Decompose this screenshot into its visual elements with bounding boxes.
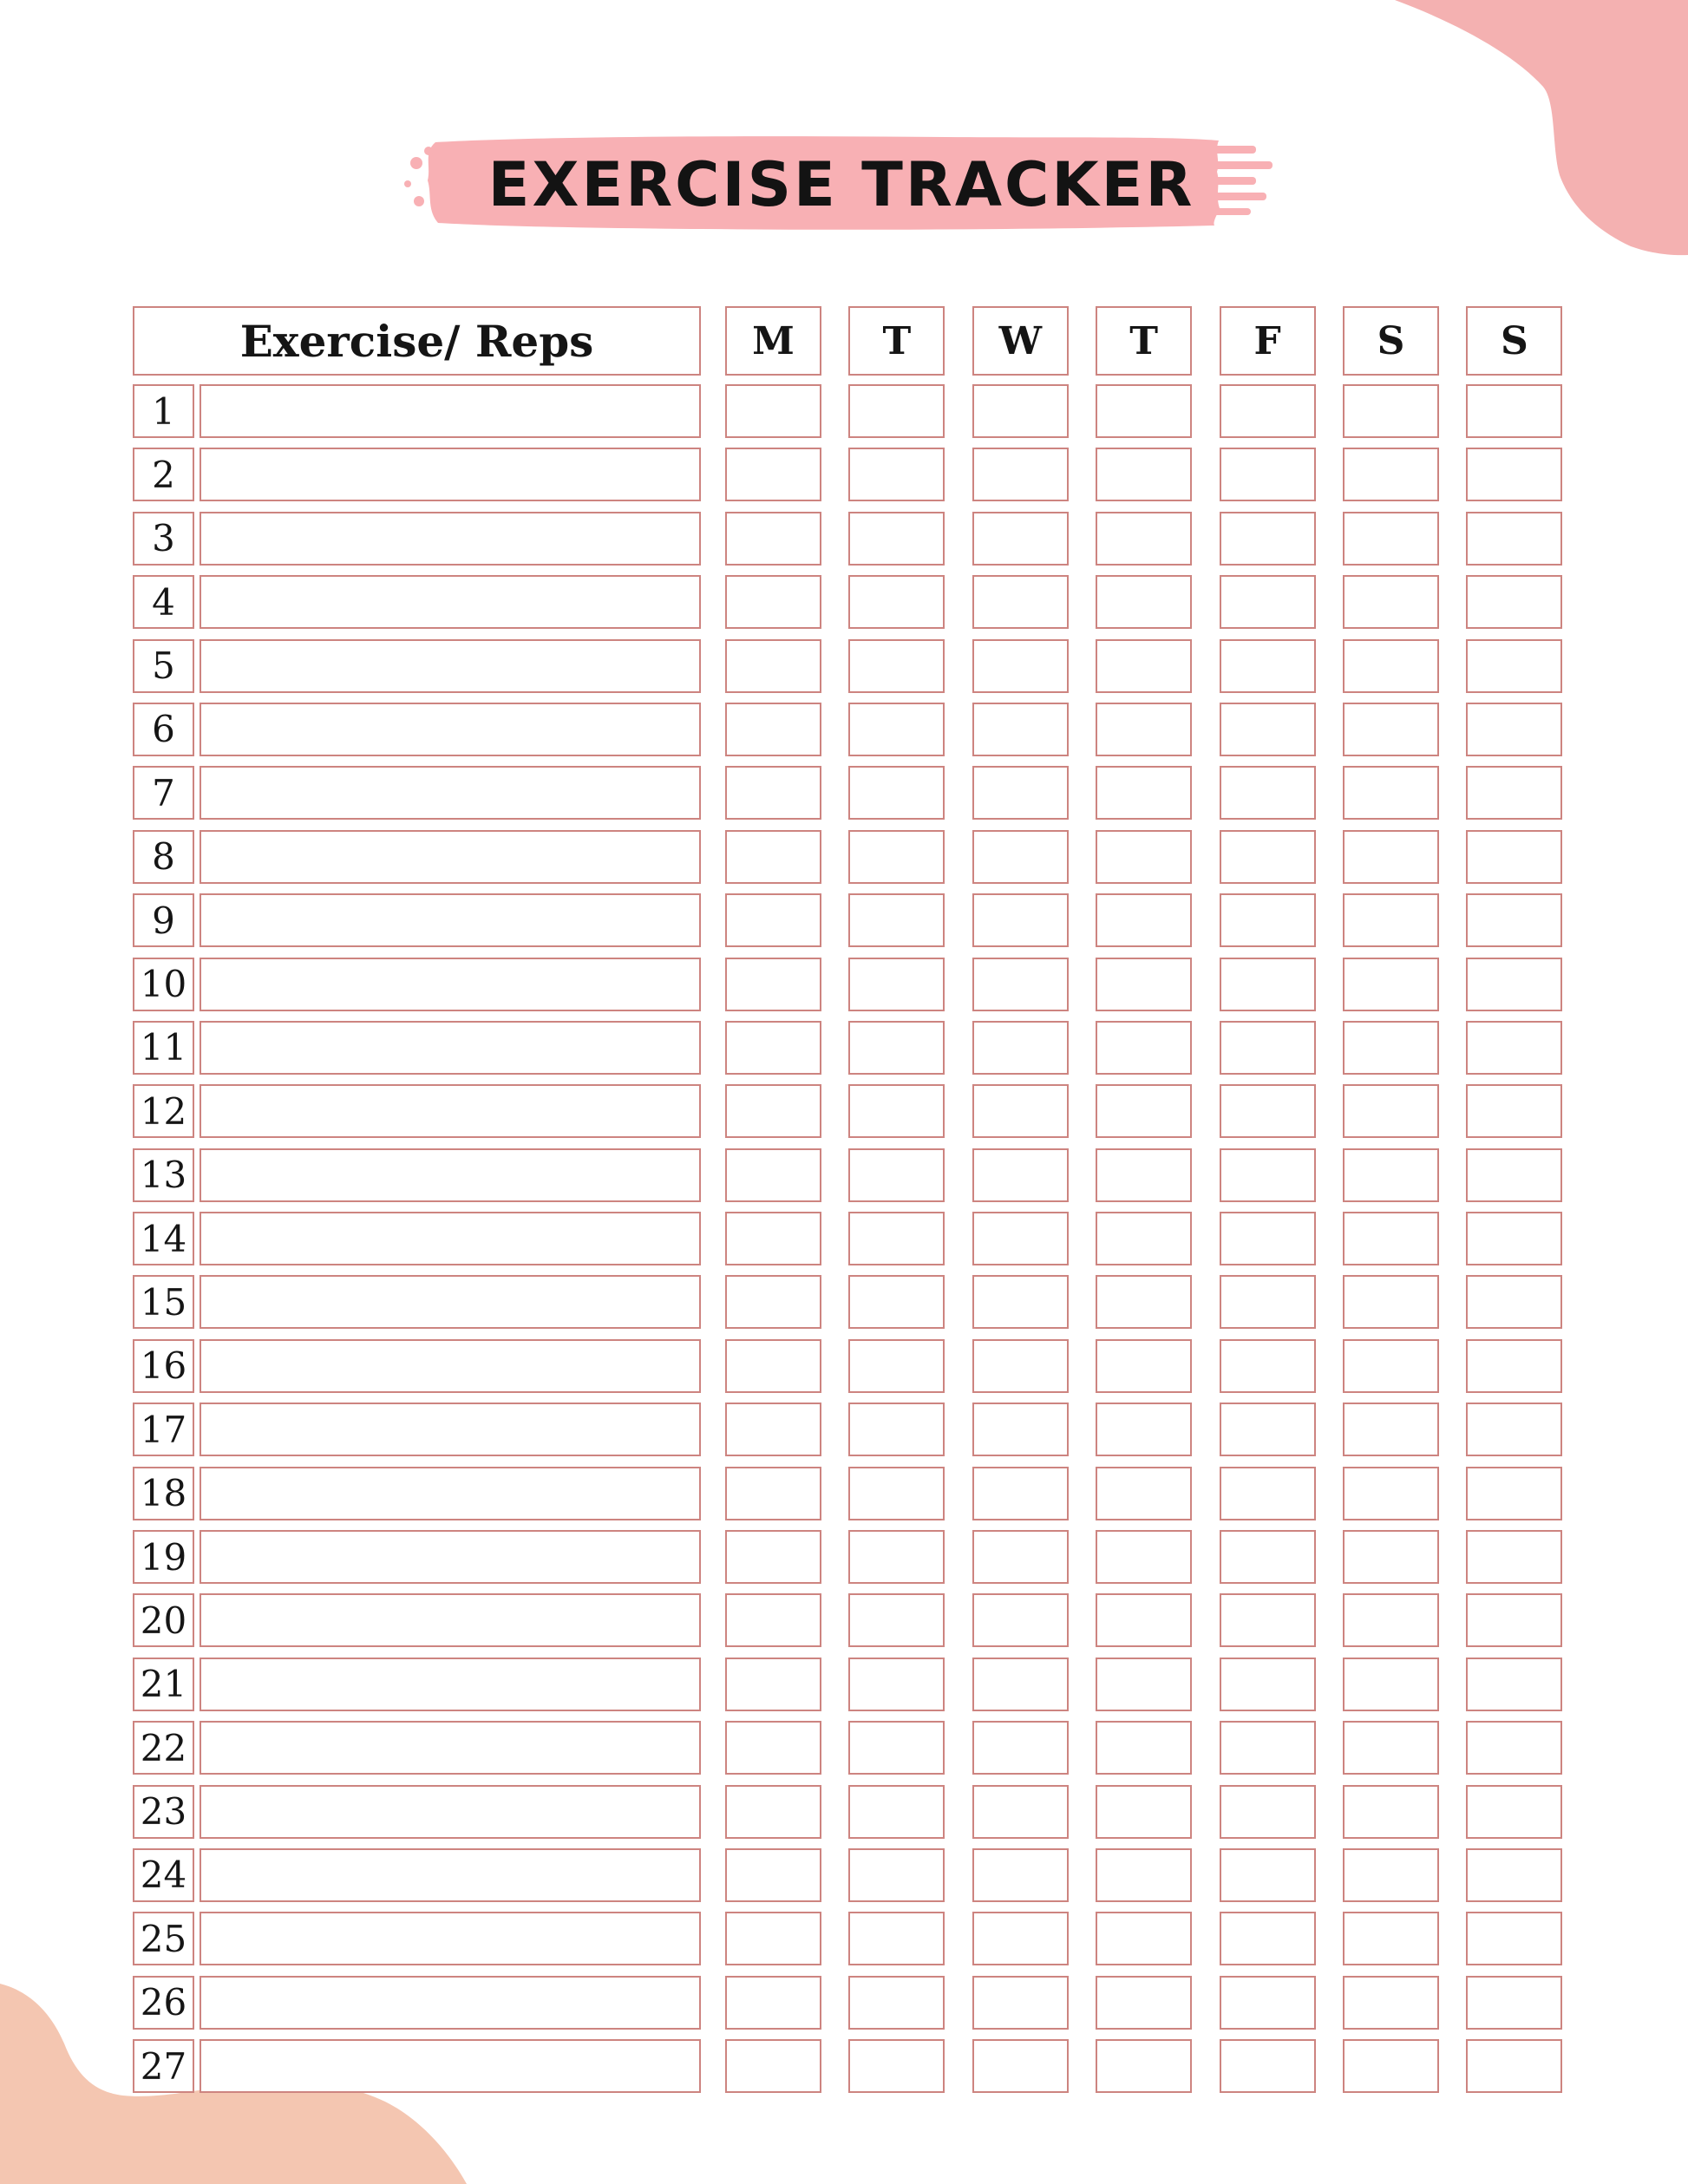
- day-cell-wed[interactable]: [972, 1785, 1069, 1839]
- day-cell-fri[interactable]: [1220, 2039, 1316, 2093]
- row-number: 5: [133, 639, 194, 693]
- day-cell-sun[interactable]: [1466, 1593, 1562, 1647]
- day-cell-thu[interactable]: [1096, 1339, 1192, 1393]
- day-cell-mon[interactable]: [725, 1275, 821, 1329]
- table-row: [133, 1403, 1562, 1456]
- day-cell-tue[interactable]: [848, 639, 945, 693]
- day-cell-sat[interactable]: [1343, 1658, 1439, 1711]
- exercise-input-cell[interactable]: [200, 766, 701, 820]
- row-number: 1: [133, 384, 194, 438]
- day-cell-wed[interactable]: [972, 1530, 1069, 1584]
- day-cell-sun[interactable]: [1466, 703, 1562, 756]
- day-cell-mon[interactable]: [725, 1785, 821, 1839]
- page-header: [390, 130, 1292, 239]
- exercise-input-cell[interactable]: [200, 639, 701, 693]
- day-cell-fri[interactable]: [1220, 1084, 1316, 1138]
- day-cell-fri[interactable]: [1220, 639, 1316, 693]
- day-cell-fri[interactable]: [1220, 703, 1316, 756]
- day-cell-mon[interactable]: [725, 1976, 821, 2030]
- day-cell-sun[interactable]: [1466, 1848, 1562, 1902]
- exercise-input-cell[interactable]: [200, 1084, 701, 1138]
- table-row: [133, 384, 1562, 438]
- day-cell-thu[interactable]: [1096, 1785, 1192, 1839]
- day-cell-tue[interactable]: [848, 766, 945, 820]
- day-cell-tue[interactable]: [848, 512, 945, 566]
- day-cell-sun[interactable]: [1466, 575, 1562, 629]
- day-header-thu: T: [1096, 306, 1192, 376]
- table-row: [133, 766, 1562, 820]
- day-cell-thu[interactable]: [1096, 1848, 1192, 1902]
- day-cell-thu[interactable]: [1096, 893, 1192, 947]
- exercise-input-cell[interactable]: [200, 1658, 701, 1711]
- day-cell-sat[interactable]: [1343, 830, 1439, 884]
- day-cell-wed[interactable]: [972, 384, 1069, 438]
- exercise-input-cell[interactable]: [200, 1593, 701, 1647]
- day-cell-mon[interactable]: [725, 1148, 821, 1202]
- day-cell-sun[interactable]: [1466, 830, 1562, 884]
- row-number: 15: [133, 1275, 194, 1329]
- day-cell-tue[interactable]: [848, 1912, 945, 1965]
- day-cell-sun[interactable]: [1466, 958, 1562, 1011]
- day-cell-fri[interactable]: [1220, 1212, 1316, 1265]
- day-header-fri: F: [1220, 306, 1316, 376]
- day-cell-thu[interactable]: [1096, 1658, 1192, 1711]
- table-row: [133, 1275, 1562, 1329]
- day-cell-sun[interactable]: [1466, 1912, 1562, 1965]
- table-row: [133, 1593, 1562, 1647]
- table-row: [133, 1467, 1562, 1520]
- day-cell-sat[interactable]: [1343, 1593, 1439, 1647]
- day-cell-wed[interactable]: [972, 1848, 1069, 1902]
- day-cell-fri[interactable]: [1220, 512, 1316, 566]
- day-cell-tue[interactable]: [848, 830, 945, 884]
- exercise-input-cell[interactable]: [200, 1530, 701, 1584]
- exercise-input-cell[interactable]: [200, 703, 701, 756]
- day-cell-sun[interactable]: [1466, 1467, 1562, 1520]
- day-cell-fri[interactable]: [1220, 575, 1316, 629]
- table-row: [133, 958, 1562, 1011]
- day-cell-fri[interactable]: [1220, 1275, 1316, 1329]
- table-row: [133, 1976, 1562, 2030]
- day-header-sat: S: [1343, 306, 1439, 376]
- day-header-wed: W: [972, 306, 1069, 376]
- day-cell-wed[interactable]: [972, 1976, 1069, 2030]
- exercise-input-cell[interactable]: [200, 893, 701, 947]
- table-row: [133, 1785, 1562, 1839]
- day-cell-wed[interactable]: [972, 1021, 1069, 1075]
- day-cell-fri[interactable]: [1220, 1467, 1316, 1520]
- day-cell-fri[interactable]: [1220, 1403, 1316, 1456]
- day-cell-thu[interactable]: [1096, 575, 1192, 629]
- exercise-input-cell[interactable]: [200, 1021, 701, 1075]
- day-cell-sat[interactable]: [1343, 1530, 1439, 1584]
- day-cell-thu[interactable]: [1096, 830, 1192, 884]
- day-cell-sun[interactable]: [1466, 893, 1562, 947]
- exercise-input-cell[interactable]: [200, 1148, 701, 1202]
- table-row: [133, 1084, 1562, 1138]
- day-cell-mon[interactable]: [725, 830, 821, 884]
- day-cell-sat[interactable]: [1343, 512, 1439, 566]
- day-cell-sun[interactable]: [1466, 1530, 1562, 1584]
- row-number: 20: [133, 1593, 194, 1647]
- day-cell-sat[interactable]: [1343, 1148, 1439, 1202]
- table-row: [133, 448, 1562, 501]
- day-cell-sat[interactable]: [1343, 1021, 1439, 1075]
- day-header-mon: M: [725, 306, 821, 376]
- day-cell-sun[interactable]: [1466, 766, 1562, 820]
- top-right-blob: [1395, 0, 1688, 255]
- day-cell-wed[interactable]: [972, 1467, 1069, 1520]
- day-cell-mon[interactable]: [725, 1212, 821, 1265]
- exercise-input-cell[interactable]: [200, 830, 701, 884]
- day-cell-sat[interactable]: [1343, 958, 1439, 1011]
- exercise-input-cell[interactable]: [200, 1848, 701, 1902]
- day-cell-fri[interactable]: [1220, 1593, 1316, 1647]
- day-cell-fri[interactable]: [1220, 384, 1316, 438]
- day-cell-thu[interactable]: [1096, 1530, 1192, 1584]
- table-body: [133, 384, 1562, 2103]
- day-header-sun: S: [1466, 306, 1562, 376]
- day-cell-fri[interactable]: [1220, 830, 1316, 884]
- day-cell-tue[interactable]: [848, 1593, 945, 1647]
- day-cell-fri[interactable]: [1220, 766, 1316, 820]
- day-cell-thu[interactable]: [1096, 384, 1192, 438]
- row-number: 2: [133, 448, 194, 501]
- day-cell-sun[interactable]: [1466, 1021, 1562, 1075]
- day-cell-sat[interactable]: [1343, 1785, 1439, 1839]
- day-cell-sat[interactable]: [1343, 1721, 1439, 1775]
- day-cell-mon[interactable]: [725, 893, 821, 947]
- day-cell-sat[interactable]: [1343, 1467, 1439, 1520]
- day-cell-mon[interactable]: [725, 2039, 821, 2093]
- day-cell-sat[interactable]: [1343, 703, 1439, 756]
- day-cell-tue[interactable]: [848, 1021, 945, 1075]
- day-cell-mon[interactable]: [725, 1339, 821, 1393]
- day-cell-thu[interactable]: [1096, 1148, 1192, 1202]
- day-cell-tue[interactable]: [848, 1976, 945, 2030]
- day-cell-sun[interactable]: [1466, 1275, 1562, 1329]
- day-cell-sun[interactable]: [1466, 1084, 1562, 1138]
- day-cell-wed[interactable]: [972, 639, 1069, 693]
- day-cell-tue[interactable]: [848, 1148, 945, 1202]
- table-row: [133, 2039, 1562, 2093]
- day-cell-thu[interactable]: [1096, 1084, 1192, 1138]
- exercise-input-cell[interactable]: [200, 575, 701, 629]
- day-cell-fri[interactable]: [1220, 1721, 1316, 1775]
- exercise-input-cell[interactable]: [200, 1403, 701, 1456]
- day-cell-thu[interactable]: [1096, 1912, 1192, 1965]
- day-cell-sun[interactable]: [1466, 448, 1562, 501]
- row-number: 18: [133, 1467, 194, 1520]
- day-cell-fri[interactable]: [1220, 1912, 1316, 1965]
- day-cell-wed[interactable]: [972, 2039, 1069, 2093]
- day-cell-tue[interactable]: [848, 1339, 945, 1393]
- day-cell-tue[interactable]: [848, 575, 945, 629]
- table-row: [133, 1721, 1562, 1775]
- day-cell-sat[interactable]: [1343, 766, 1439, 820]
- day-cell-sat[interactable]: [1343, 1912, 1439, 1965]
- day-cell-wed[interactable]: [972, 766, 1069, 820]
- day-cell-mon[interactable]: [725, 1848, 821, 1902]
- row-number: 23: [133, 1785, 194, 1839]
- day-cell-tue[interactable]: [848, 1848, 945, 1902]
- table-row: [133, 1148, 1562, 1202]
- row-number: 17: [133, 1403, 194, 1456]
- day-cell-sat[interactable]: [1343, 1212, 1439, 1265]
- row-number: 7: [133, 766, 194, 820]
- day-cell-wed[interactable]: [972, 830, 1069, 884]
- day-cell-sun[interactable]: [1466, 1658, 1562, 1711]
- day-cell-sat[interactable]: [1343, 2039, 1439, 2093]
- exercise-input-cell[interactable]: [200, 2039, 701, 2093]
- day-cell-thu[interactable]: [1096, 639, 1192, 693]
- day-cell-tue[interactable]: [848, 958, 945, 1011]
- day-cell-mon[interactable]: [725, 575, 821, 629]
- day-cell-sun[interactable]: [1466, 639, 1562, 693]
- exercise-input-cell[interactable]: [200, 384, 701, 438]
- row-number: 26: [133, 1976, 194, 2030]
- day-cell-mon[interactable]: [725, 1530, 821, 1584]
- day-cell-sun[interactable]: [1466, 2039, 1562, 2093]
- day-cell-thu[interactable]: [1096, 2039, 1192, 2093]
- day-cell-mon[interactable]: [725, 1721, 821, 1775]
- day-cell-tue[interactable]: [848, 1785, 945, 1839]
- day-cell-thu[interactable]: [1096, 958, 1192, 1011]
- day-cell-tue[interactable]: [848, 703, 945, 756]
- row-number: 22: [133, 1721, 194, 1775]
- row-number: 21: [133, 1658, 194, 1711]
- day-cell-tue[interactable]: [848, 1084, 945, 1138]
- exercise-reps-header: Exercise/ Reps: [133, 306, 701, 376]
- day-cell-mon[interactable]: [725, 1084, 821, 1138]
- day-cell-sun[interactable]: [1466, 1976, 1562, 2030]
- day-cell-fri[interactable]: [1220, 1976, 1316, 2030]
- day-cell-fri[interactable]: [1220, 1658, 1316, 1711]
- exercise-input-cell[interactable]: [200, 1212, 701, 1265]
- row-number: 12: [133, 1084, 194, 1138]
- day-cell-sat[interactable]: [1343, 1084, 1439, 1138]
- day-cell-tue[interactable]: [848, 1212, 945, 1265]
- day-cell-mon[interactable]: [725, 1658, 821, 1711]
- day-cell-thu[interactable]: [1096, 1021, 1192, 1075]
- day-cell-sun[interactable]: [1466, 384, 1562, 438]
- day-cell-tue[interactable]: [848, 1403, 945, 1456]
- day-cell-sat[interactable]: [1343, 575, 1439, 629]
- day-cell-sun[interactable]: [1466, 512, 1562, 566]
- day-cell-sat[interactable]: [1343, 1848, 1439, 1902]
- day-cell-wed[interactable]: [972, 1912, 1069, 1965]
- day-cell-sun[interactable]: [1466, 1148, 1562, 1202]
- exercise-input-cell[interactable]: [200, 1467, 701, 1520]
- day-cell-thu[interactable]: [1096, 1467, 1192, 1520]
- row-number: 25: [133, 1912, 194, 1965]
- day-cell-wed[interactable]: [972, 448, 1069, 501]
- exercise-input-cell[interactable]: [200, 1275, 701, 1329]
- table-row: [133, 830, 1562, 884]
- row-number: 10: [133, 958, 194, 1011]
- day-cell-wed[interactable]: [972, 1148, 1069, 1202]
- day-cell-wed[interactable]: [972, 512, 1069, 566]
- day-cell-thu[interactable]: [1096, 1976, 1192, 2030]
- day-cell-mon[interactable]: [725, 1021, 821, 1075]
- day-cell-sun[interactable]: [1466, 1721, 1562, 1775]
- day-cell-sat[interactable]: [1343, 893, 1439, 947]
- table-row: [133, 512, 1562, 566]
- day-cell-tue[interactable]: [848, 2039, 945, 2093]
- row-number: 6: [133, 703, 194, 756]
- day-cell-sat[interactable]: [1343, 1976, 1439, 2030]
- row-number: 24: [133, 1848, 194, 1902]
- day-cell-tue[interactable]: [848, 1530, 945, 1584]
- day-cell-thu[interactable]: [1096, 1403, 1192, 1456]
- row-number: 4: [133, 575, 194, 629]
- row-number: 16: [133, 1339, 194, 1393]
- day-cell-thu[interactable]: [1096, 448, 1192, 501]
- table-header-row: [133, 306, 1562, 376]
- exercise-input-cell[interactable]: [200, 958, 701, 1011]
- day-cell-thu[interactable]: [1096, 703, 1192, 756]
- row-number: 19: [133, 1530, 194, 1584]
- table-row: [133, 1339, 1562, 1393]
- day-cell-fri[interactable]: [1220, 1785, 1316, 1839]
- day-cell-fri[interactable]: [1220, 1530, 1316, 1584]
- day-cell-fri[interactable]: [1220, 1021, 1316, 1075]
- day-cell-tue[interactable]: [848, 1275, 945, 1329]
- row-number: 27: [133, 2039, 194, 2093]
- day-cell-sun[interactable]: [1466, 1339, 1562, 1393]
- day-cell-fri[interactable]: [1220, 893, 1316, 947]
- day-cell-sat[interactable]: [1343, 1403, 1439, 1456]
- day-cell-wed[interactable]: [972, 893, 1069, 947]
- day-cell-mon[interactable]: [725, 384, 821, 438]
- day-cell-fri[interactable]: [1220, 1148, 1316, 1202]
- day-cell-mon[interactable]: [725, 639, 821, 693]
- day-cell-wed[interactable]: [972, 1658, 1069, 1711]
- day-cell-mon[interactable]: [725, 512, 821, 566]
- day-cell-fri[interactable]: [1220, 958, 1316, 1011]
- day-cell-thu[interactable]: [1096, 1212, 1192, 1265]
- day-cell-sun[interactable]: [1466, 1785, 1562, 1839]
- day-cell-mon[interactable]: [725, 1467, 821, 1520]
- row-number: 8: [133, 830, 194, 884]
- day-cell-wed[interactable]: [972, 1275, 1069, 1329]
- row-number: 13: [133, 1148, 194, 1202]
- exercise-input-cell[interactable]: [200, 1785, 701, 1839]
- day-headers: [725, 306, 1562, 376]
- day-cell-tue[interactable]: [848, 448, 945, 501]
- day-cell-mon[interactable]: [725, 448, 821, 501]
- day-cell-mon[interactable]: [725, 703, 821, 756]
- exercise-input-cell[interactable]: [200, 1721, 701, 1775]
- day-cell-wed[interactable]: [972, 703, 1069, 756]
- day-cell-tue[interactable]: [848, 1658, 945, 1711]
- day-cell-tue[interactable]: [848, 1467, 945, 1520]
- table-row: [133, 893, 1562, 947]
- day-cell-mon[interactable]: [725, 1912, 821, 1965]
- day-cell-sun[interactable]: [1466, 1212, 1562, 1265]
- day-cell-wed[interactable]: [972, 1593, 1069, 1647]
- row-number: 14: [133, 1212, 194, 1265]
- day-cell-mon[interactable]: [725, 766, 821, 820]
- day-cell-sat[interactable]: [1343, 639, 1439, 693]
- day-cell-tue[interactable]: [848, 1721, 945, 1775]
- day-cell-sun[interactable]: [1466, 1403, 1562, 1456]
- day-cell-wed[interactable]: [972, 958, 1069, 1011]
- exercise-input-cell[interactable]: [200, 1976, 701, 2030]
- page-title: EXERCISE TRACKER: [487, 149, 1195, 220]
- day-cell-sat[interactable]: [1343, 1339, 1439, 1393]
- exercise-input-cell[interactable]: [200, 1339, 701, 1393]
- day-cell-wed[interactable]: [972, 1403, 1069, 1456]
- day-cell-sat[interactable]: [1343, 1275, 1439, 1329]
- table-row: [133, 1212, 1562, 1265]
- exercise-input-cell[interactable]: [200, 512, 701, 566]
- day-cell-mon[interactable]: [725, 958, 821, 1011]
- day-cell-mon[interactable]: [725, 1593, 821, 1647]
- table-row: [133, 575, 1562, 629]
- day-cell-fri[interactable]: [1220, 448, 1316, 501]
- day-cell-thu[interactable]: [1096, 1275, 1192, 1329]
- table-row: [133, 703, 1562, 756]
- day-cell-thu[interactable]: [1096, 1593, 1192, 1647]
- row-number: 3: [133, 512, 194, 566]
- day-cell-sat[interactable]: [1343, 384, 1439, 438]
- day-cell-thu[interactable]: [1096, 1721, 1192, 1775]
- day-cell-fri[interactable]: [1220, 1848, 1316, 1902]
- day-cell-wed[interactable]: [972, 575, 1069, 629]
- table-row: [133, 639, 1562, 693]
- day-cell-tue[interactable]: [848, 384, 945, 438]
- table-row: [133, 1658, 1562, 1711]
- row-number: 11: [133, 1021, 194, 1075]
- day-cell-wed[interactable]: [972, 1339, 1069, 1393]
- exercise-input-cell[interactable]: [200, 448, 701, 501]
- day-cell-mon[interactable]: [725, 1403, 821, 1456]
- day-cell-tue[interactable]: [848, 893, 945, 947]
- day-cell-wed[interactable]: [972, 1721, 1069, 1775]
- day-header-tue: T: [848, 306, 945, 376]
- day-cell-sat[interactable]: [1343, 448, 1439, 501]
- table-row: [133, 1530, 1562, 1584]
- table-row: [133, 1848, 1562, 1902]
- day-cell-wed[interactable]: [972, 1212, 1069, 1265]
- table-row: [133, 1912, 1562, 1965]
- day-cell-thu[interactable]: [1096, 512, 1192, 566]
- day-cell-thu[interactable]: [1096, 766, 1192, 820]
- day-cell-fri[interactable]: [1220, 1339, 1316, 1393]
- day-cell-wed[interactable]: [972, 1084, 1069, 1138]
- table-row: [133, 1021, 1562, 1075]
- exercise-input-cell[interactable]: [200, 1912, 701, 1965]
- row-number: 9: [133, 893, 194, 947]
